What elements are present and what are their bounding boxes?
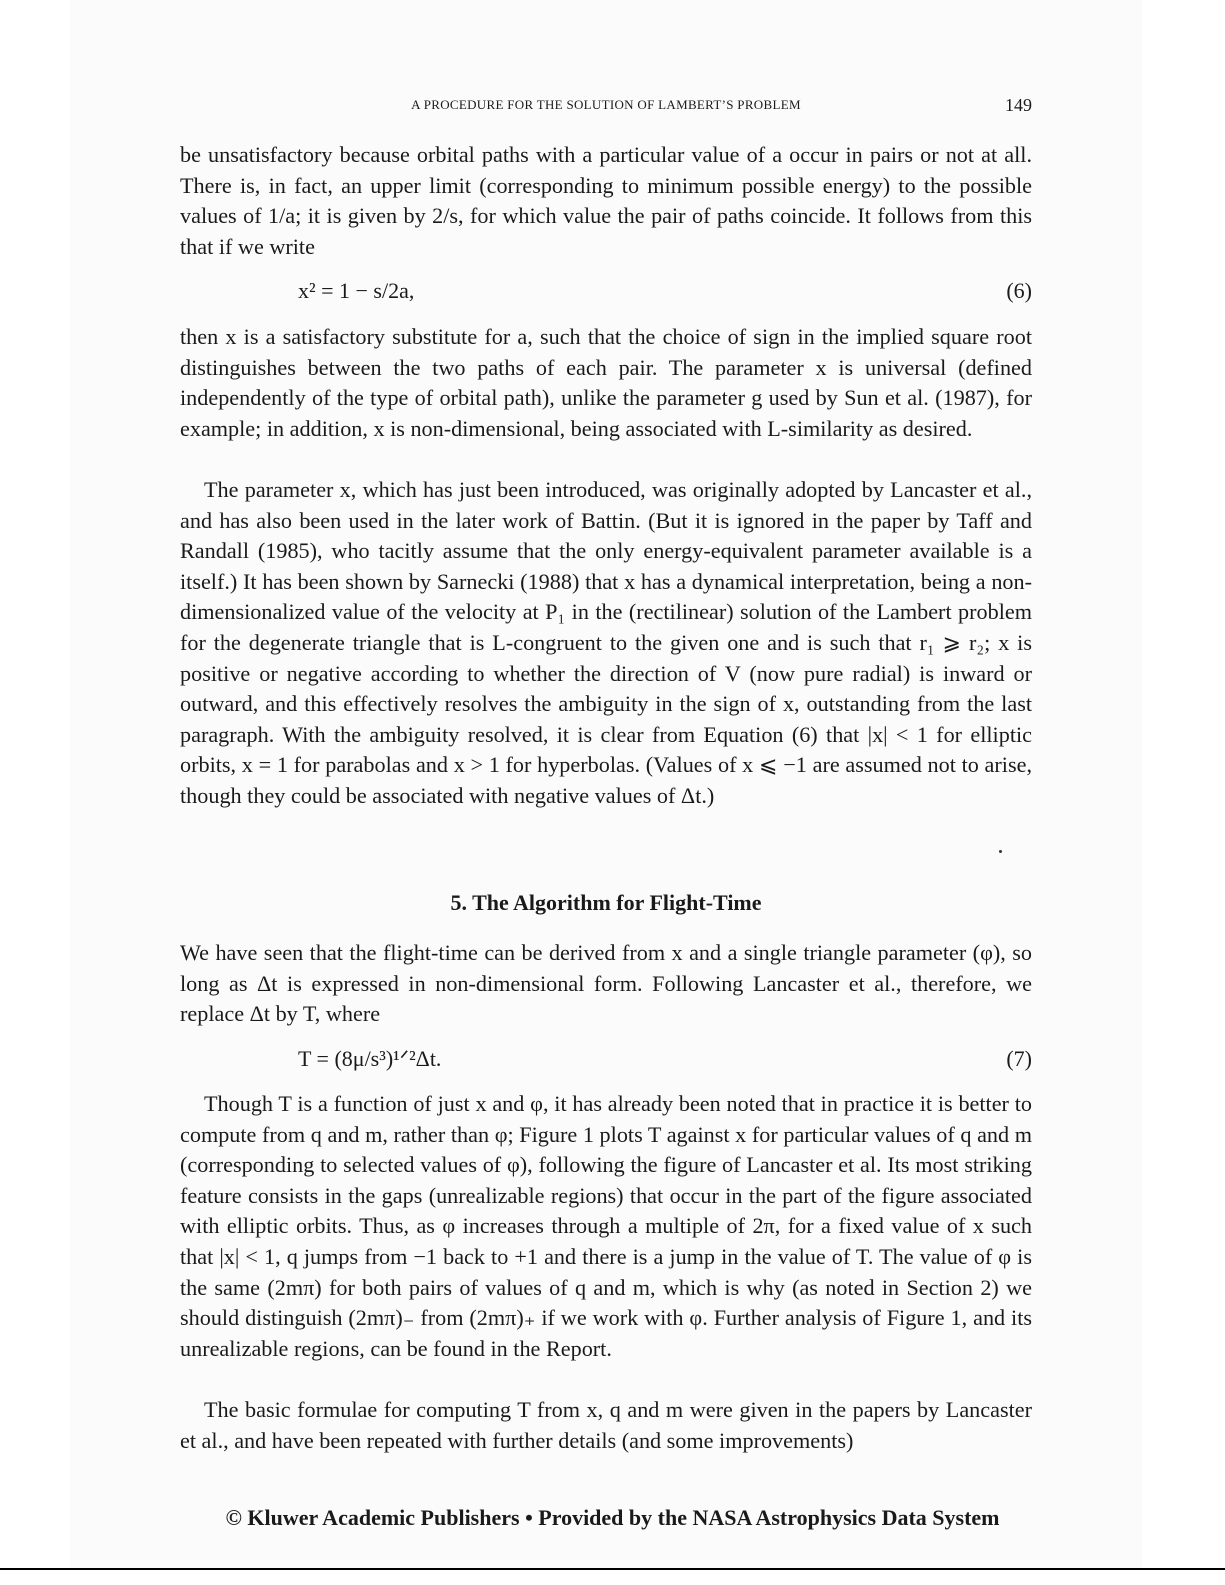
bottom-rule — [0, 1568, 1225, 1570]
equation-body: x² = 1 − s/2a, — [298, 278, 415, 303]
equation-7 — [180, 1046, 1032, 1078]
print-speck — [999, 850, 1002, 853]
footer-credit: © Kluwer Academic Publishers • Provided by the NASA Astrophysics Data System — [225, 1505, 1000, 1530]
paragraph-1: be unsatisfactory because orbital paths with a particular value of a occur in pairs or not at all. There is, in fact, an upper limit (corresponding to minimum possible energy) to the possible values of 1/a; it is given by 2/s, for which value the pair of paths coincide. It follows from this that if we write — [180, 142, 1032, 259]
page-header — [180, 95, 1032, 119]
paragraph-6: The basic formulae for computing T from x, q and m were given in the papers by Lancaster et al., and have been repeated with further details (and some improvements) — [180, 1397, 1032, 1453]
page-number: 149 — [1005, 95, 1032, 115]
section-heading: 5. The Algorithm for Flight-Time — [450, 890, 762, 915]
equation-number: (6) — [1006, 278, 1032, 303]
equation-6 — [180, 278, 1032, 310]
equation-number: (7) — [1006, 1046, 1032, 1071]
paragraph-5: Though T is a function of just x and φ, it has already been noted that in practice it is better to compute from q and m, rather than φ; Figure 1 plots T against x for particular values of q and m (corresponding to selected values of φ), following the figure of Lancaster et al. Its most striking feature consists in the gaps (unrealizable regions) that occur in the part of the figure associated with elliptic orbits. Thus, as φ increases through a multiple of 2π, for a fixed value of x such that |x| < 1, q jumps from −1 back to +1 and there is a jump in the value of T. The value of φ is the same (2mπ) for both pairs of values of q and m, which is why (as noted in Section 2) we should distinguish (2mπ)₋ from (2mπ)₊ if we work with φ. Further analysis of Figure 1, and its unrealizable regions, can be found in the Report. — [180, 1091, 1032, 1361]
equation-body: T = (8μ/s³)¹ᐟ²Δt. — [298, 1046, 442, 1071]
paragraph-4: We have seen that the flight-time can be derived from x and a single triangle parameter (φ), so long as Δt is expressed in non-dimensional form. Following Lancaster et al., therefore, we replace Δt by T, where — [180, 940, 1032, 1027]
paragraph-2: then x is a satisfactory substitute for a, such that the choice of sign in the implied square root distinguishes between the two paths of each pair. The parameter x is universal (defined independently of the type of orbital path), unlike the parameter g used by Sun et al. (1987), for example; in addition, x is non-dimensional, being associated with L-similarity as desired. — [180, 324, 1032, 441]
running-title: A PROCEDURE FOR THE SOLUTION OF LAMBERT’S PROBLEM — [411, 97, 801, 112]
paragraph-3: The parameter x, which has just been introduced, was originally adopted by Lancaster et al., and has also been used in the later work of Battin. (But it is ignored in the paper by Taff and Randall (1985), who tacitly assume that the only energy-equivalent parameter available is a itself.) It has been shown by Sarnecki (1988) that x has a dynamical interpretation, being a non-dimensionalized value of the velocity at P₁ in the (rectilinear) solution of the Lambert problem for the degenerate triangle that is L-congruent to the given one and is such that r₁ ⩾ r₂; x is positive or negative according to whether the direction of V (now pure radial) is inward or outward, and this effectively resolves the ambiguity in the sign of x, outstanding from the last paragraph. With the ambiguity resolved, it is clear from Equation (6) that |x| < 1 for elliptic orbits, x = 1 for parabolas and x > 1 for hyperbolas. (Values of x ⩽ −1 are assumed not to arise, though they could be associated with negative values of Δt.) — [180, 477, 1032, 808]
